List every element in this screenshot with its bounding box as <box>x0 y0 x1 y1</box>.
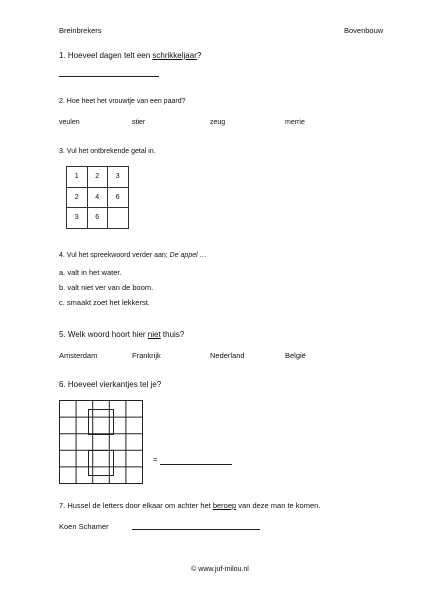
question-2: 2. Hoe heet het vrouwtje van een paard? <box>59 98 186 105</box>
footer: © www.juf-milou.nl <box>191 566 249 573</box>
answer-line-6[interactable] <box>160 464 232 465</box>
option-zeug[interactable]: zeug <box>210 119 226 126</box>
question-7-text: 7. Hussel de letters door elkaar om achter het <box>59 501 213 510</box>
scrambled-name: Koen Schamer <box>59 522 109 531</box>
option-b[interactable]: b. valt niet ver van de boom. <box>59 283 154 292</box>
square-puzzle <box>59 400 143 484</box>
option-amsterdam[interactable]: Amsterdam <box>59 351 98 360</box>
header-left: Breinbrekers <box>59 26 102 35</box>
option-frankrijk[interactable]: Frankrijk <box>132 351 161 360</box>
question-5-underlined: niet <box>147 330 161 339</box>
question-1-underlined: schrikkeljaar <box>152 51 197 60</box>
grid-cell: 2 <box>67 187 88 208</box>
answer-line-7[interactable] <box>132 529 260 530</box>
option-stier[interactable]: stier <box>132 119 146 126</box>
question-1-suffix: ? <box>196 51 202 60</box>
question-4 <box>59 252 207 259</box>
grid-cell: 2 <box>87 167 108 188</box>
option-c[interactable]: c. smaakt zoet het lekkerst. <box>59 298 150 307</box>
question-1 <box>59 51 201 60</box>
question-5 <box>59 330 184 339</box>
grid-cell: 1 <box>67 167 88 188</box>
grid-cell: 3 <box>67 208 88 229</box>
question-7-underlined: beroep <box>212 501 237 510</box>
question-5-suffix: thuis? <box>160 330 185 339</box>
question-7 <box>59 501 320 510</box>
grid-cell-missing[interactable] <box>108 208 129 229</box>
grid-cell: 4 <box>87 187 108 208</box>
number-grid <box>66 166 129 229</box>
question-7-suffix: van deze man te komen. <box>236 501 321 510</box>
grid-cell: 6 <box>87 208 108 229</box>
grid-cell: 6 <box>108 187 129 208</box>
question-4-italic: De appel … <box>169 252 207 259</box>
option-veulen[interactable]: veulen <box>59 119 80 126</box>
question-1-text: 1. Hoeveel dagen telt een <box>59 51 153 60</box>
option-belgie[interactable]: België <box>285 351 306 360</box>
question-4-text: 4. Vul het spreekwoord verder aan; <box>59 252 170 259</box>
puzzle-outer-square <box>60 401 143 484</box>
option-merrie[interactable]: merrie <box>285 119 305 126</box>
question-6: 6. Hoeveel vierkantjes tel je? <box>59 380 162 389</box>
answer-prefix: = <box>153 455 158 464</box>
grid-cell: 3 <box>108 167 129 188</box>
answer-line-1[interactable] <box>59 76 159 77</box>
option-nederland[interactable]: Nederland <box>210 351 245 360</box>
question-5-text: 5. Welk woord hoort hier <box>59 330 148 339</box>
question-3: 3. Vul het ontbrekende getal in. <box>59 148 156 155</box>
option-a[interactable]: a. valt in het water. <box>59 268 122 277</box>
header-right: Bovenbouw <box>344 26 384 35</box>
